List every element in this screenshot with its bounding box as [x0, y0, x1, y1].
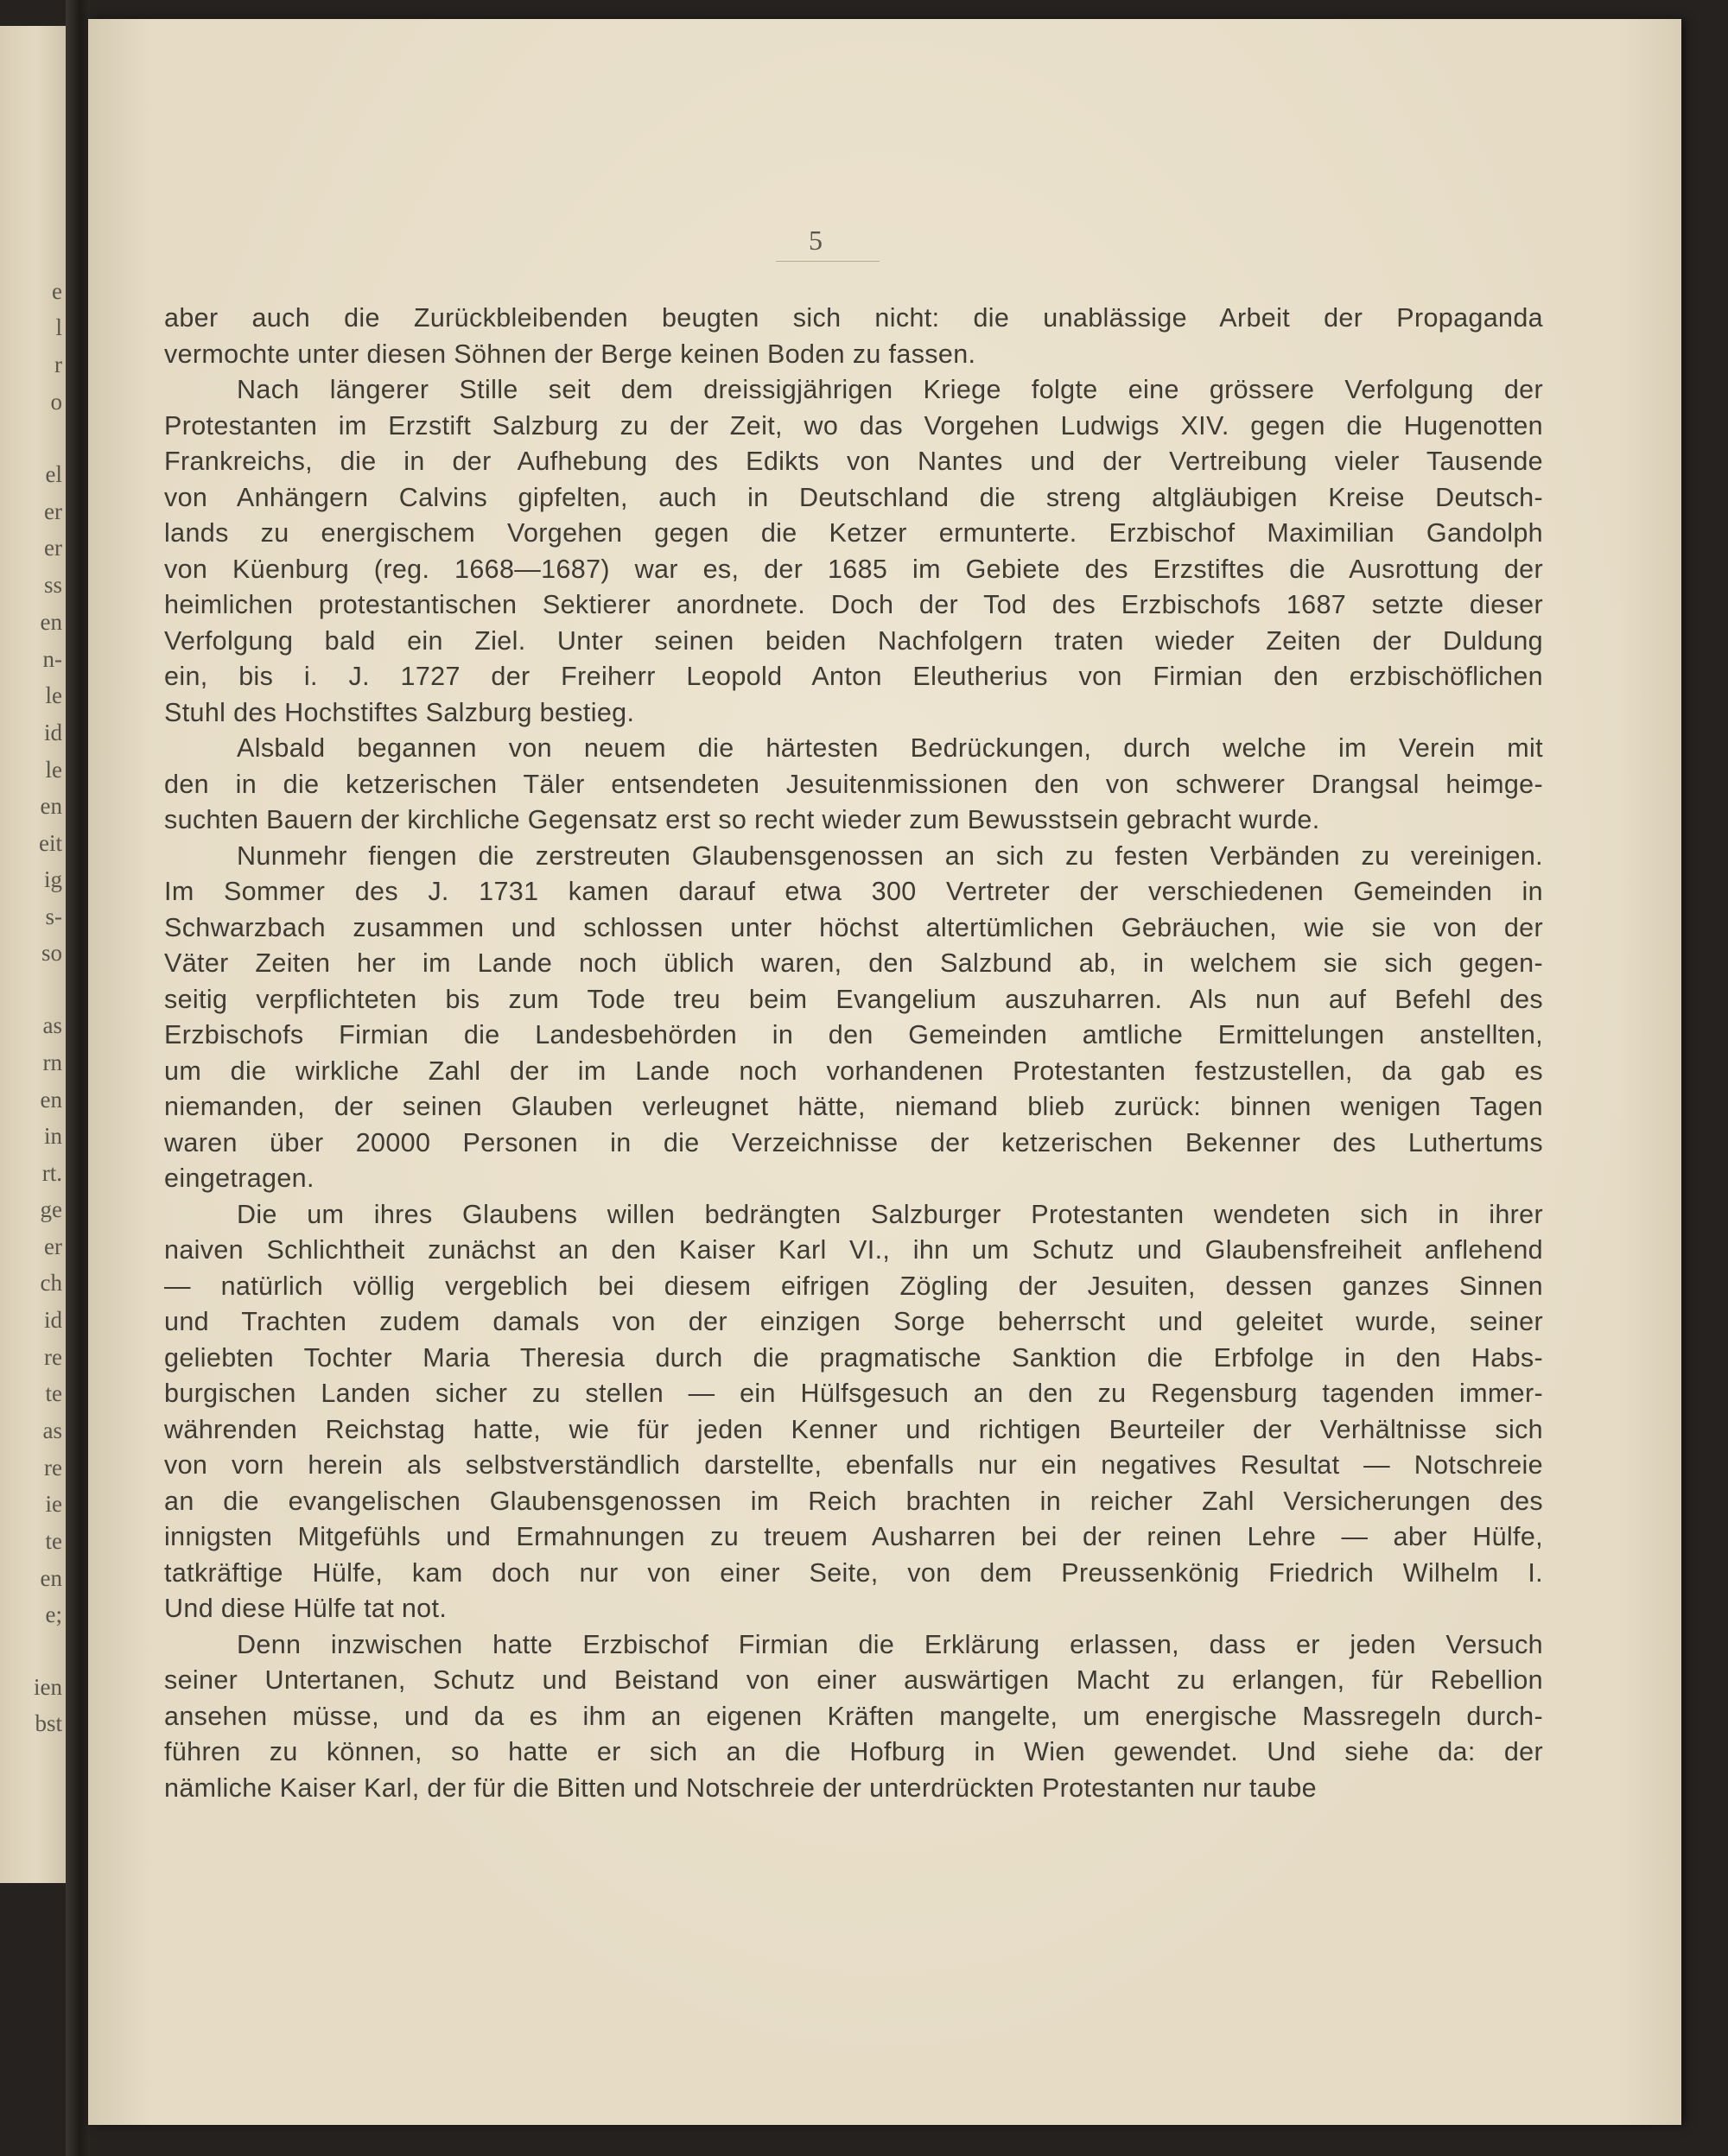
text-line: führen zu können, so hatte er sich an die Hofburg in Wien gewendet. Und siehe da: der	[164, 1737, 1543, 1766]
previous-page-text-fragment: en	[40, 1087, 62, 1113]
text-line: vermochte unter diesen Söhnen der Berge keinen Boden zu fassen.	[164, 339, 976, 369]
text-line: Die um ihres Glaubens willen bedrängten Salzburger Protestanten wendeten sich in ihrer	[237, 1199, 1543, 1229]
previous-page-text-fragment: ge	[40, 1196, 62, 1222]
paragraph	[164, 301, 1543, 372]
previous-page-text-fragment: n-	[42, 646, 62, 672]
previous-page-text-fragment: bst	[35, 1710, 62, 1736]
previous-page-text-fragment: te	[45, 1528, 62, 1554]
text-line: Und diese Hülfe tat not.	[164, 1594, 448, 1623]
previous-page-text-fragment: in	[43, 1123, 62, 1149]
text-line: Im Sommer des J. 1731 kamen darauf etwa 300 Vertreter der verschiedenen Gemeinden in	[164, 877, 1543, 906]
text-line: burgischen Landen sicher zu stellen — ein Hülfsgesuch an den zu Regensburg tagenden immer-	[164, 1379, 1543, 1408]
previous-page-text-fragment: rn	[42, 1049, 62, 1075]
previous-page-text-fragment: ie	[45, 1491, 62, 1517]
previous-page-text-fragment: id	[43, 1307, 62, 1333]
text-line: lands zu energischem Vorgehen gegen die Ketzer ermunterte. Erzbischof Maximilian Gandolph	[164, 518, 1543, 548]
previous-page-text-fragment: er	[44, 535, 62, 561]
text-line: Stuhl des Hochstiftes Salzburg bestieg.	[164, 697, 635, 727]
previous-page-text-fragment: le	[45, 757, 62, 783]
text-line: suchten Bauern der kirchliche Gegensatz erst so recht wieder zum Bewusstsein gebracht wurde.	[164, 805, 1320, 834]
text-line: innigsten Mitgefühls und Ermahnungen zu treuem Ausharren bei der reinen Lehre — aber Hülfe,	[164, 1522, 1543, 1551]
text-line: von Küenburg (reg. 1668—1687) war es, der 1685 im Gebiete des Erzstiftes die Ausrottung der	[164, 554, 1543, 584]
text-line: geliebten Tochter Maria Theresia durch die pragmatische Sanktion die Erbfolge in den Habs-	[164, 1342, 1543, 1373]
page-number: 5	[809, 225, 823, 256]
text-line: um die wirkliche Zahl der im Lande noch vorhandenen Protestanten festzustellen, da gab es	[164, 1056, 1543, 1086]
text-line: Frankreichs, die in der Aufhebung des Edikts von Nantes und der Vertreibung vieler Tausende	[164, 447, 1543, 476]
text-line: tatkräftige Hülfe, kam doch nur von einer Seite, von dem Preussenkönig Friedrich Wilhelm I.	[164, 1557, 1543, 1588]
previous-page-text-fragment: ien	[34, 1674, 62, 1700]
text-line: waren über 20000 Personen in die Verzeichnisse der ketzerischen Bekenner des Luthertums	[164, 1127, 1543, 1157]
previous-page-text-fragment: ig	[43, 866, 62, 892]
previous-page-text-fragment: eit	[39, 830, 62, 856]
previous-page-text-fragment: e;	[45, 1601, 62, 1627]
text-line: heimlichen protestantischen Sektierer anordnete. Doch der Tod des Erzbischofs 1687 setzte dieser	[164, 590, 1543, 619]
paragraph	[164, 731, 1543, 839]
previous-page-text-fragment: er	[44, 498, 62, 524]
text-line: ansehen müsse, und da es ihm an eigenen Kräften mangelte, um energische Massregeln durch-	[164, 1701, 1543, 1731]
previous-page-text-fragment: id	[43, 720, 62, 745]
text-line: — natürlich völlig vergeblich bei diesem eifrigen Zögling der Jesuiten, dessen ganzes Sinnen	[164, 1271, 1543, 1301]
text-line: Denn inzwischen hatte Erzbischof Firmian die Erklärung erlassen, dass er jeden Versuch	[237, 1629, 1543, 1659]
previous-page-text-fragment: er	[44, 1233, 62, 1259]
text-line: Verfolgung bald ein Ziel. Unter seinen beiden Nachfolgern traten wieder Zeiten der Duldung	[164, 625, 1543, 656]
book-gutter	[66, 0, 90, 2156]
book-page	[88, 19, 1681, 2125]
previous-page-edge	[0, 26, 66, 1883]
text-line: Nunmehr fiengen die zerstreuten Glaubensgenossen an sich zu festen Verbänden zu vereinigen.	[237, 840, 1543, 871]
page-number-rule	[776, 261, 880, 262]
previous-page-text-fragment: rt.	[41, 1160, 62, 1186]
previous-page-text-fragment: en	[40, 609, 62, 635]
previous-page-text-fragment: en	[40, 793, 62, 819]
previous-page-text-fragment: s-	[45, 904, 62, 929]
previous-page-text-fragment: le	[45, 682, 62, 708]
text-line: ein, bis i. J. 1727 der Freiherr Leopold Anton Eleutherius von Firmian den erzbischöflichen	[164, 662, 1543, 691]
text-line: seitig verpflichteten bis zum Tode treu beim Evangelium auszuharren. Als nun auf Befehl des	[164, 984, 1543, 1014]
previous-page-text-fragment: so	[41, 940, 62, 966]
paragraph	[164, 372, 1543, 731]
previous-page-text-fragment: r	[54, 352, 62, 377]
previous-page-text-fragment: ch	[40, 1270, 62, 1296]
body-text	[164, 301, 1543, 1806]
previous-page-text-fragment: re	[44, 1455, 62, 1481]
paragraph	[164, 1627, 1543, 1807]
previous-page-text-fragment: as	[42, 1012, 62, 1038]
text-line: Alsbald begannen von neuem die härtesten Bedrückungen, durch welche im Verein mit	[237, 733, 1543, 763]
previous-page-text-fragment: te	[45, 1380, 62, 1406]
text-line: an die evangelischen Glaubensgenossen im Reich brachten in reicher Zahl Versicherungen des	[164, 1486, 1543, 1516]
text-line: seiner Untertanen, Schutz und Beistand von einer auswärtigen Macht zu erlangen, für Rebellion	[164, 1665, 1543, 1695]
previous-page-text-fragment: en	[40, 1565, 62, 1591]
previous-page-text-fragment: el	[45, 461, 62, 487]
text-line: währenden Reichstag hatte, wie für jeden Kenner und richtigen Beurteiler der Verhältnisse sich	[164, 1414, 1543, 1444]
previous-page-text-fragment: o	[50, 389, 62, 415]
paragraph	[164, 839, 1543, 1197]
text-line: aber auch die Zurückbleibenden beugten sich nicht: die unablässige Arbeit der Propaganda	[164, 303, 1543, 333]
text-line: niemanden, der seinen Glauben verleugnet hätte, niemand blieb zurück: binnen wenigen Tagen	[164, 1092, 1543, 1121]
text-line: von Anhängern Calvins gipfelten, auch in Deutschland die streng altgläubigen Kreise Deutsch-	[164, 482, 1543, 512]
text-line: den in die ketzerischen Täler entsendeten Jesuitenmissionen den von schwerer Drangsal heimge-	[164, 769, 1543, 799]
text-line: eingetragen.	[164, 1164, 314, 1193]
text-line: Schwarzbach zusammen und schlossen unter höchst altertümlichen Gebräuchen, wie sie von der	[164, 912, 1543, 942]
previous-page-text-fragment: ss	[43, 572, 62, 598]
text-line: Protestanten im Erzstift Salzburg zu der Zeit, wo das Vorgehen Ludwigs XIV. gegen die Hugenotten	[164, 410, 1543, 441]
text-line: naiven Schlichtheit zunächst an den Kaiser Karl VI., ihn um Schutz und Glaubensfreiheit anflehend	[164, 1235, 1543, 1265]
previous-page-text-fragment: l	[55, 314, 62, 340]
previous-page-text-fragment: as	[42, 1417, 62, 1443]
text-line: Nach längerer Stille seit dem dreissigjährigen Kriege folgte eine grössere Verfolgung der	[237, 375, 1543, 404]
text-line: und Trachten zudem damals von der einzigen Sorge beherrscht und geleitet wurde, seiner	[164, 1307, 1543, 1336]
text-line: Erzbischofs Firmian die Landesbehörden in den Gemeinden amtliche Ermittelungen anstellten,	[164, 1020, 1543, 1049]
text-line: nämliche Kaiser Karl, der für die Bitten und Notschreie der unterdrückten Protestanten nur taube	[164, 1772, 1317, 1803]
paragraph	[164, 1197, 1543, 1627]
previous-page-text-fragment: re	[44, 1344, 62, 1370]
previous-page-text-fragment: e	[52, 278, 62, 304]
text-line: von vorn herein als selbstverständlich darstellte, ebenfalls nur ein negatives Resultat — Notschreie	[164, 1450, 1543, 1480]
text-line: Väter Zeiten her im Lande noch üblich waren, den Salzbund ab, in welchem sie sich gegen-	[164, 948, 1543, 978]
